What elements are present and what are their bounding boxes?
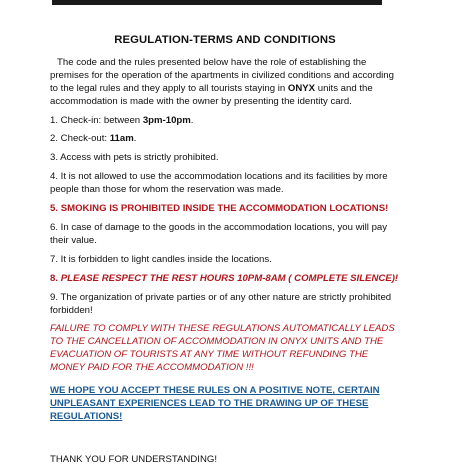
rule-8-text: PLEASE RESPECT THE REST HOURS 10PM-8AM ( COMPLETE SILENCE)! xyxy=(60,272,399,284)
closing-message: WE HOPE YOU ACCEPT THESE RULES ON A POSITIVE NOTE, CERTAIN UNPLEASANT EXPERIENCES LEAD TO THE DRAWING UP OF THESE REGULATIONS! xyxy=(50,385,380,422)
rule-1-text: Check-in: between xyxy=(58,114,143,126)
regulations-document xyxy=(50,34,400,467)
intro-text-end: units and the accommodation is made with the owner by presenting the identity card. xyxy=(50,82,373,107)
rule-2-end: . xyxy=(133,133,137,145)
rule-8-number: 8. xyxy=(50,272,59,284)
intro-text-start: The code and the rules presented below have the role of establishing the premises for the operation of the apartments in civilized conditions and according to the legal rules and they apply to all tourists staying in xyxy=(50,56,394,94)
rule-2-text: Check-out: xyxy=(58,133,110,145)
top-image-strip xyxy=(52,0,382,5)
rule-5 xyxy=(50,203,400,216)
rule-1-number: 1. xyxy=(50,114,59,126)
document-title: REGULATION-TERMS AND CONDITIONS xyxy=(114,34,336,46)
rule-9: 9. The organization of private parties or of any other nature are strictly prohibited forbidden! xyxy=(50,291,392,316)
rule-5-number: 5. xyxy=(50,203,59,215)
rule-4: 4. It is not allowed to use the accommodation locations and its facilities by more people than those for whom the reservation was made. xyxy=(50,171,388,196)
rule-3: 3. Access with pets is strictly prohibited. xyxy=(50,152,219,164)
intro-brand: ONYX xyxy=(287,82,316,94)
warning-paragraph: FAILURE TO COMPLY WITH THESE REGULATIONS AUTOMATICALLY LEADS TO THE CANCELLATION OF ACCOMMODATION IN ONYX UNITS AND THE EVACUATION OF TOURISTS AT ANY TIME WITHOUT REFUNDING THE MONEY PAID FOR THE ACCOMMODATION !!! xyxy=(50,323,395,374)
rule-1-end: . xyxy=(190,114,194,126)
thank-you-line: THANK YOU FOR UNDERSTANDING! xyxy=(50,453,218,465)
rule-2-number: 2. xyxy=(50,133,59,145)
rule-5-text: SMOKING IS PROHIBITED INSIDE THE ACCOMMODATION LOCATIONS! xyxy=(60,203,389,215)
rule-6: 6. In case of damage to the goods in the accommodation locations, you will pay their value. xyxy=(50,221,388,246)
checkout-hour: 11am xyxy=(109,133,134,145)
rule-2 xyxy=(50,133,400,146)
rule-1 xyxy=(50,115,400,128)
rule-8 xyxy=(50,273,400,286)
rule-7: 7. It is forbidden to light candles inside the locations. xyxy=(50,253,272,265)
checkin-hours: 3pm-10pm xyxy=(142,114,191,126)
intro-paragraph xyxy=(50,57,400,109)
